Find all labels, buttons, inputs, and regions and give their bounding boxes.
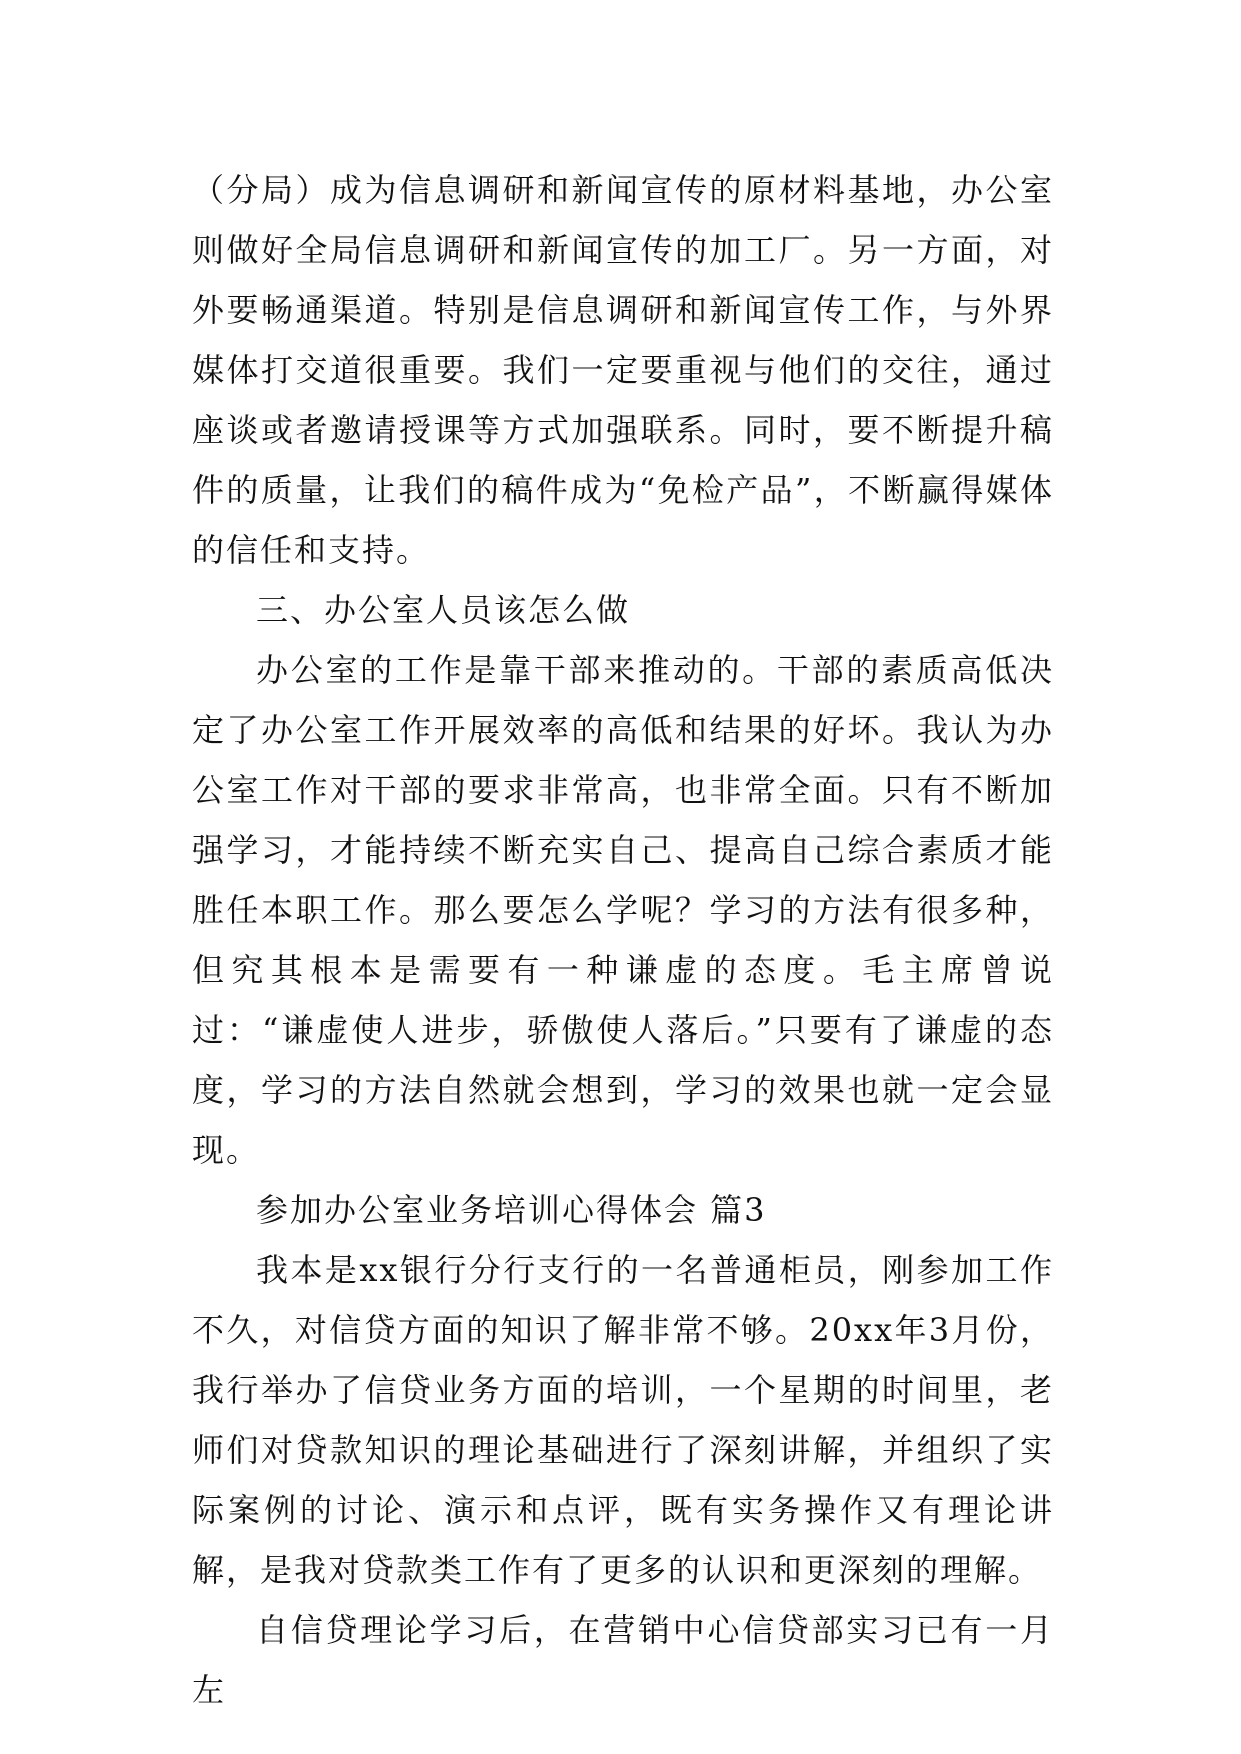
paragraph-1: （分局）成为信息调研和新闻宣传的原材料基地，办公室则做好全局信息调研和新闻宣传的加工厂。另一方面，对外要畅通渠道。特别是信息调研和新闻宣传工作，与外界媒体打交道很重要。我们一定要重视与他们的交往，通过座谈或者邀请授课等方式加强联系。同时，要不断提升稿件的质量，让我们的稿件成为“免检产品”，不断赢得媒体的信任和支持。 [192,171,1054,569]
article-title: 参加办公室业务培训心得体会 篇3 [256,1191,767,1229]
paragraph-2: 办公室的工作是靠干部来推动的。干部的素质高低决定了办公室工作开展效率的高低和结果的好坏。我认为办公室工作对干部的要求非常高，也非常全面。只有不断加强学习，才能持续不断充实自己、提高自己综合素质才能胜任本职工作。那么要怎么学呢？学习的方法有很多种，但究其根本是需要有一种谦虚的态度。毛主席曾说过：“谦虚使人进步，骄傲使人落后。”只要有了谦虚的态度，学习的方法自然就会想到，学习的效果也就一定会显现。 [192,651,1054,1169]
paragraph-3: 我本是xx银行分行支行的一名普通柜员，刚参加工作不久，对信贷方面的知识了解非常不够。20xx年3月份，我行举办了信贷业务方面的培训，一个星期的时间里，老师们对贷款知识的理论基础进行了深刻讲解，并组织了实际案例的讨论、演示和点评，既有实务操作又有理论讲解，是我对贷款类工作有了更多的认识和更深刻的理解。 [192,1251,1054,1589]
section-heading: 三、办公室人员该怎么做 [256,591,631,629]
document-body [192,160,1054,1720]
paragraph-4: 自信贷理论学习后，在营销中心信贷部实习已有一月左 [192,1611,1054,1709]
